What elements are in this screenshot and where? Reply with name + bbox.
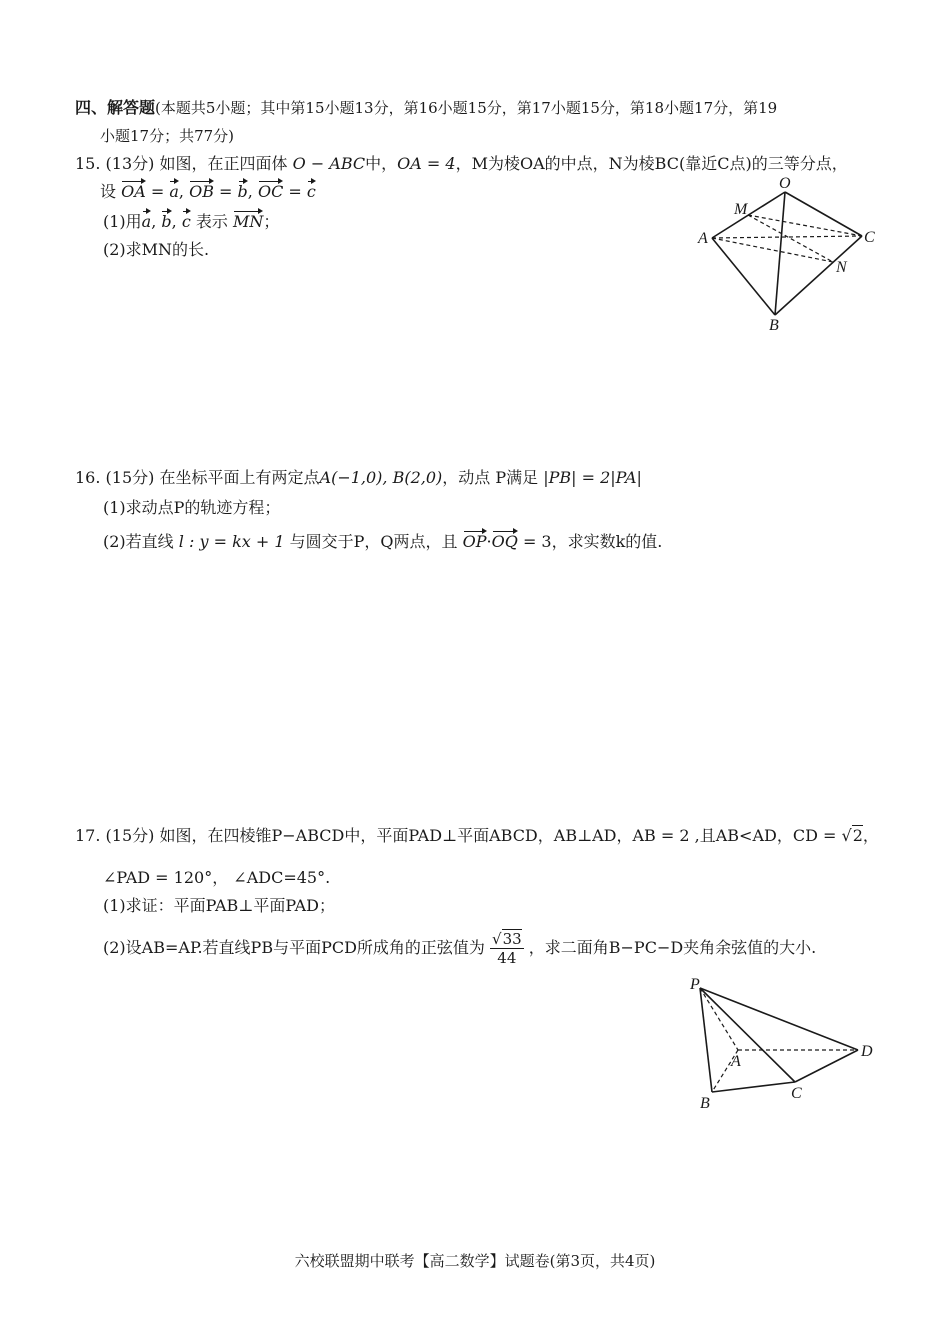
edge-ab bbox=[712, 238, 775, 315]
q15-p1-c: ； bbox=[263, 212, 280, 231]
q16-p2-a: (2)若直线 bbox=[103, 532, 174, 551]
vector-oq: OQ bbox=[491, 532, 518, 551]
fraction-denominator: 44 bbox=[497, 949, 517, 967]
segment-mn bbox=[748, 215, 833, 262]
q15-solid: O − ABC bbox=[292, 154, 366, 173]
q16-points: A(−1,0), B(2,0) bbox=[319, 468, 443, 487]
label-n: N bbox=[836, 259, 847, 276]
label-o: O bbox=[779, 175, 791, 192]
q15-part1: (1)用a, b, c 表示 MN； bbox=[103, 212, 280, 231]
pyramid-figure bbox=[680, 972, 880, 1114]
q17-p2-a: (2)设AB=AP.若直线PB与平面PCD所成角的正弦值为 bbox=[103, 938, 485, 957]
vec-b-ref: b bbox=[161, 212, 172, 231]
q16-number: 16. bbox=[75, 468, 101, 487]
edge-bc bbox=[712, 1082, 795, 1092]
q16-p2-b: 与圆交于P，Q两点，且 bbox=[289, 532, 458, 551]
q16-line1 bbox=[75, 468, 642, 488]
q15-let: 设 bbox=[100, 182, 117, 201]
q15-p1-b: 表示 bbox=[195, 212, 228, 231]
edge-oc bbox=[785, 192, 862, 236]
q17-line1-end: ， bbox=[862, 826, 879, 845]
label-b: B bbox=[700, 1095, 710, 1112]
q17-part1: (1)求证：平面PAB⊥平面PAD； bbox=[103, 896, 336, 915]
q16-score: (15分) bbox=[105, 468, 155, 487]
vector-a: a bbox=[169, 182, 179, 201]
q16-text-b: ，动点 P满足 bbox=[442, 468, 539, 487]
vector-ob: OB bbox=[189, 182, 214, 201]
q15-p1-a: (1)用 bbox=[103, 212, 142, 231]
q15-line2: 设 OA = a, OB = b, OC = c bbox=[100, 182, 316, 201]
q17-p2-b: ，求二面角B−PC−D夹角余弦值的大小. bbox=[528, 938, 817, 957]
fraction-numerator: √33 bbox=[492, 930, 522, 948]
label-b: B bbox=[769, 317, 779, 334]
page-footer: 六校联盟期中联考【高二数学】试题卷(第3页，共4页) bbox=[294, 1252, 656, 1270]
q15-score: (13分) bbox=[105, 154, 155, 173]
q15-text-d: M为棱OA的中点，N为棱BC(靠近C点)的三等分点， bbox=[471, 154, 848, 173]
section-note-cont: 小题17分；共77分) bbox=[100, 127, 235, 145]
label-a: A bbox=[698, 230, 708, 247]
q16-text-a: 在坐标平面上有两定点 bbox=[159, 468, 320, 487]
q17-line1: 17. (15分) 如图，在四棱锥P−ABCD中，平面PAD⊥平面ABCD，AB⊥AD，AB = 2 ,且AB<AD，CD = √2， bbox=[75, 826, 879, 845]
vector-op: OP bbox=[462, 532, 487, 551]
label-m: M bbox=[734, 201, 748, 218]
vector-oc: OC bbox=[257, 182, 284, 201]
label-d: D bbox=[861, 1043, 873, 1060]
fraction-num-value: 33 bbox=[502, 930, 522, 948]
q15-text-c: ， bbox=[455, 154, 472, 173]
q17-score: (15分) bbox=[105, 826, 155, 845]
vector-mn: MN bbox=[232, 212, 264, 231]
q15-number: 15. bbox=[75, 154, 101, 173]
q17-number: 17. bbox=[75, 826, 101, 845]
edge-pd bbox=[700, 988, 858, 1050]
q16-condition: |PB| = 2|PA| bbox=[543, 468, 642, 487]
section-heading-line bbox=[75, 98, 777, 118]
label-a: A bbox=[731, 1053, 741, 1070]
q16-part1: (1)求动点P的轨迹方程； bbox=[103, 498, 281, 517]
q16-part2: (2)若直线 l : y = kx + 1 与圆交于P，Q两点，且 OP·OQ = 3，求实数k的值. bbox=[103, 532, 663, 551]
q17-part2 bbox=[103, 926, 816, 970]
q16-line-eq: l : y = kx + 1 bbox=[178, 532, 285, 551]
edge-bc bbox=[775, 236, 862, 315]
q15-part2: (2)求MN的长. bbox=[103, 240, 210, 259]
tetrahedron-figure bbox=[690, 170, 890, 335]
q16-p2-c: = 3，求实数k的值. bbox=[522, 532, 663, 551]
section-note: (本题共5小题；其中第15小题13分，第16小题15分，第17小题15分，第18小题17分，第19 bbox=[155, 99, 778, 117]
q17-sqrt: 2 bbox=[852, 826, 863, 845]
segment-an bbox=[712, 238, 833, 262]
edge-ob bbox=[775, 192, 785, 315]
q17-text: 如图，在四棱锥P−ABCD中，平面PAD⊥平面ABCD，AB⊥AD，AB = 2 ,且AB<AD，CD = bbox=[159, 826, 837, 845]
section-heading: 四、解答题 bbox=[75, 98, 156, 117]
edge-pc bbox=[700, 988, 795, 1082]
vec-a-ref: a bbox=[141, 212, 152, 231]
q17-fraction bbox=[490, 930, 524, 967]
edge-pb bbox=[700, 988, 712, 1092]
vec-c-ref: c bbox=[181, 212, 191, 231]
edge-cd bbox=[795, 1050, 858, 1082]
q15-text-a: 如图，在正四面体 bbox=[159, 154, 288, 173]
q15-text-b: 中， bbox=[365, 154, 398, 173]
q17-line2: ∠PAD = 120°， ∠ADC=45°. bbox=[103, 868, 331, 887]
vector-b: b bbox=[237, 182, 248, 201]
label-c: C bbox=[791, 1085, 802, 1102]
label-c: C bbox=[864, 229, 875, 246]
vector-c: c bbox=[306, 182, 316, 201]
vector-oa: OA bbox=[121, 182, 146, 201]
label-p: P bbox=[690, 976, 700, 993]
q15-cond1: OA = 4 bbox=[397, 154, 456, 173]
